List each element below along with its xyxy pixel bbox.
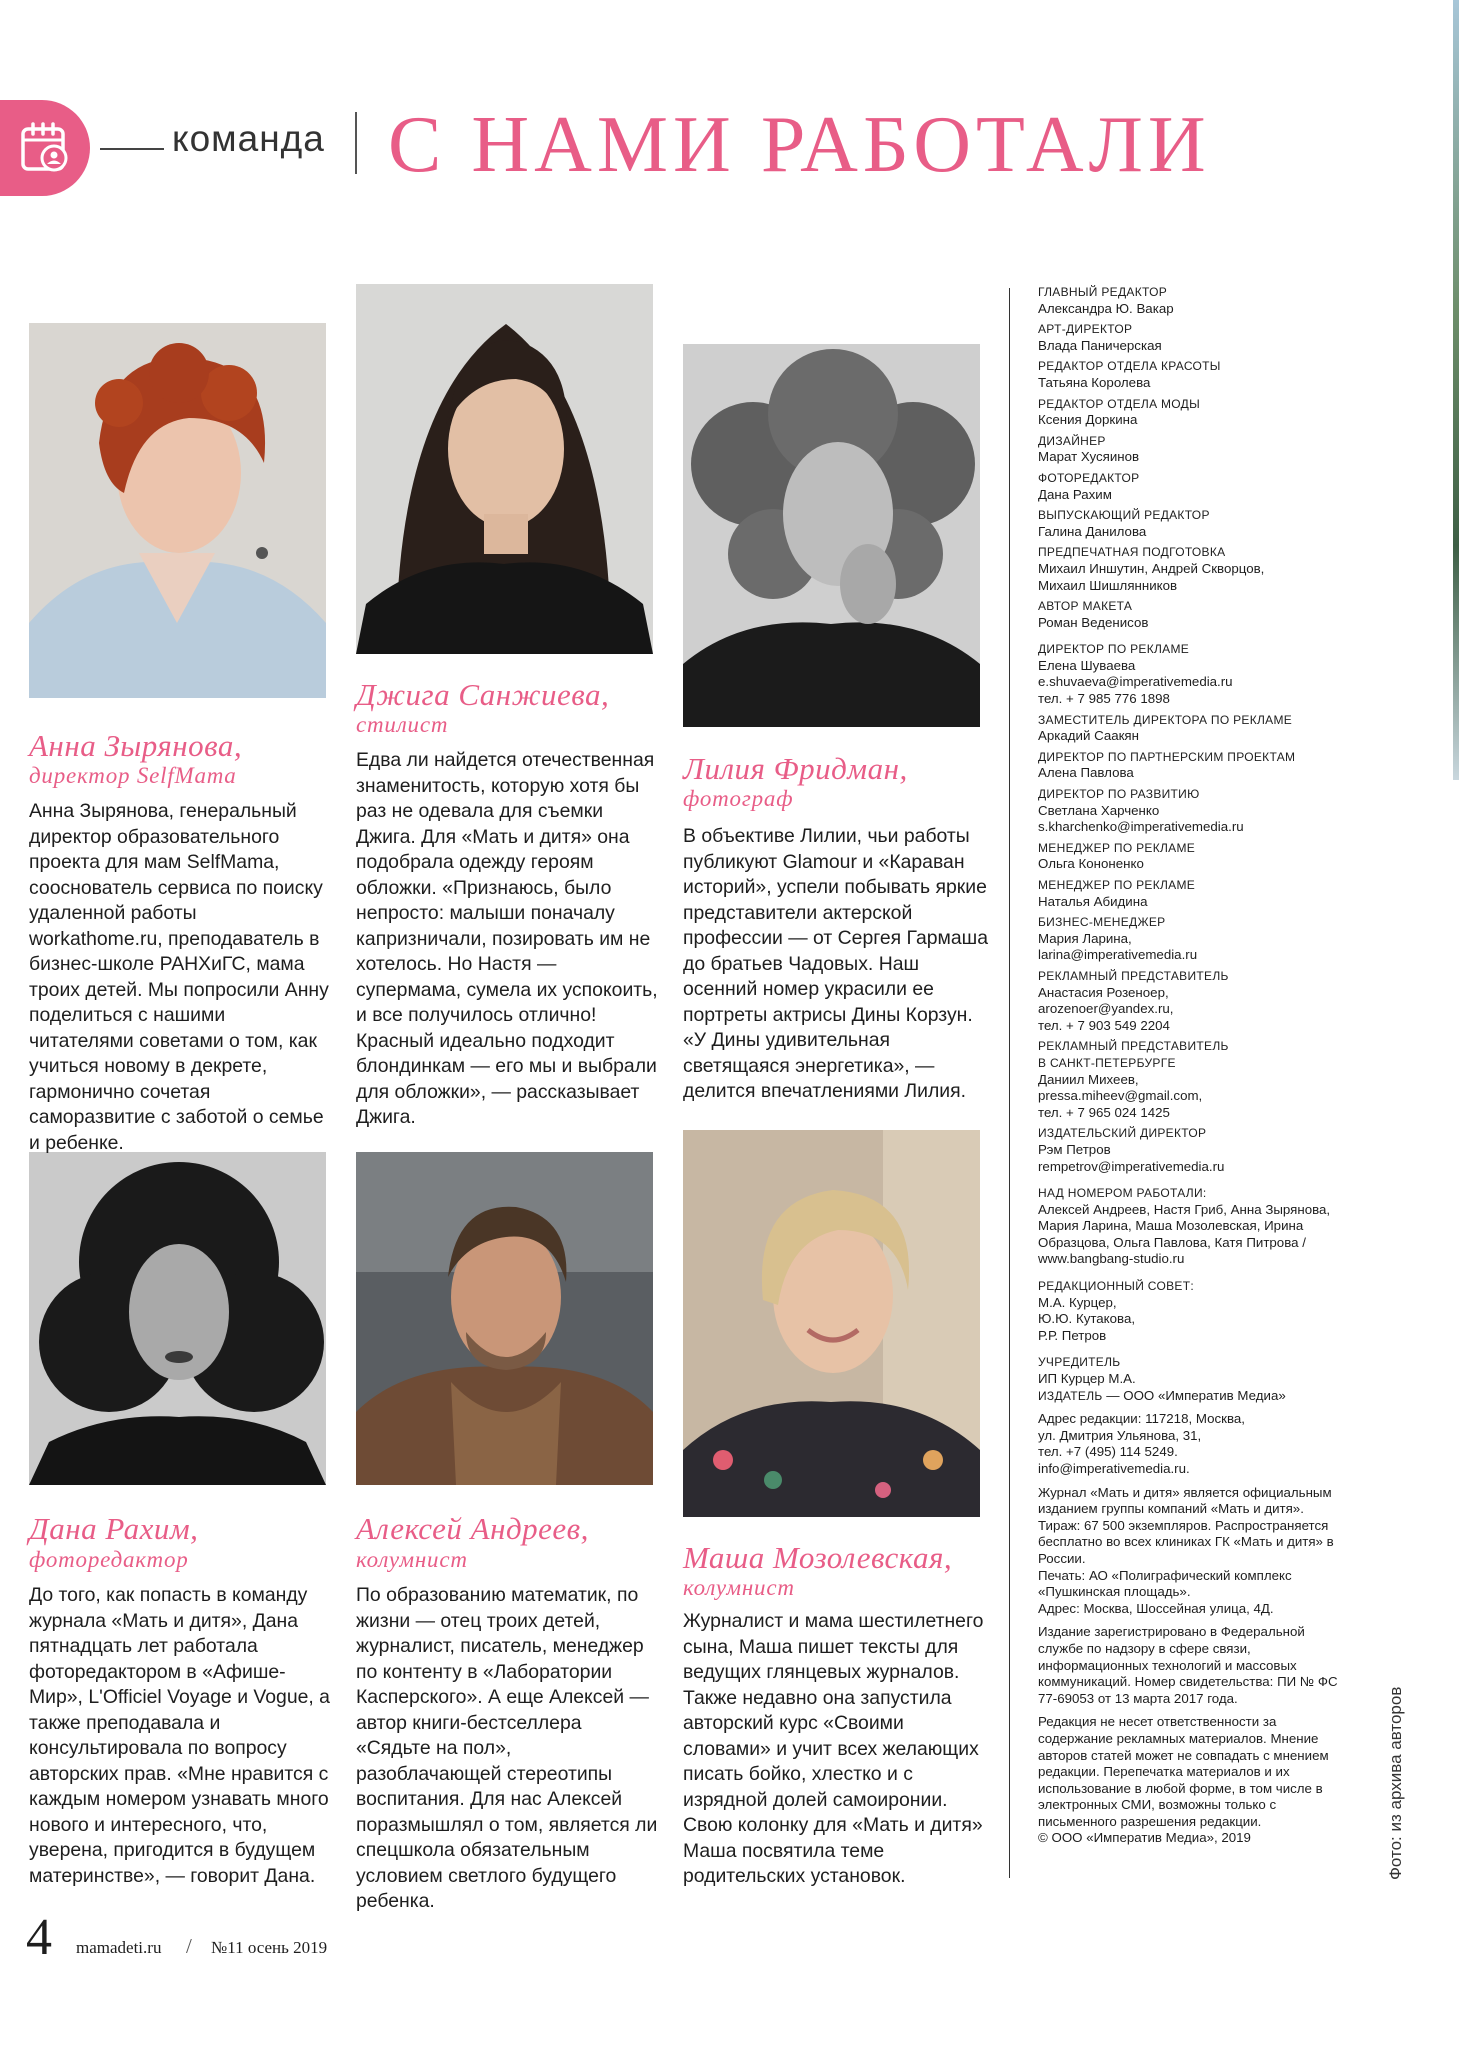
masthead-entry <box>1038 396 1340 429</box>
masthead-person: Ольга Кононенко <box>1038 856 1144 872</box>
person-name: Лилия Фридман, <box>683 751 908 786</box>
masthead-staff <box>1038 284 1340 631</box>
masthead-role: ИЗДАТЕЛЬСКИЙ ДИРЕКТОР <box>1038 1126 1207 1141</box>
masthead-entry <box>1038 598 1340 631</box>
photo-credit: Фото: из архива авторов <box>1386 1686 1405 1880</box>
masthead-person: Дана Рахим <box>1038 486 1112 502</box>
masthead-role: МЕНЕДЖЕР ПО РЕКЛАМЕ <box>1038 878 1196 892</box>
masthead-council-list: М.А. Курцер, Ю.Ю. Кутакова, Р.Р. Петров <box>1038 1294 1136 1343</box>
person-name: Анна Зырянова, <box>29 728 243 763</box>
masthead-entry <box>1038 284 1340 317</box>
masthead-entry <box>1038 433 1340 466</box>
masthead-role: РЕКЛАМНЫЙ ПРЕДСТАВИТЕЛЬ <box>1038 968 1229 983</box>
masthead-person: Светлана Харченко s.kharchenko@imperativemedia.ru <box>1038 802 1244 835</box>
page-number: 4 <box>26 1909 52 1966</box>
masthead-advertising <box>1038 641 1340 1175</box>
masthead-person: Наталья Абидина <box>1038 893 1148 909</box>
person-bio: Журналист и мама шестилетнего сына, Маша пишет тексты для ведущих глянцевых журналов. Также недавно она запустила авторский курс «Своими словами» и учит всех желающих писать бойко, хлестко и с изрядной долей самоиронии. Свою колонку для «Мать и дитя» Маша посвятила теме родительских установок. <box>683 1610 984 1887</box>
footer-separator: / <box>186 1934 192 1958</box>
footer-site: mamadeti.ru <box>76 1938 162 1957</box>
header-dash <box>100 148 164 150</box>
masthead-person: Анастасия Розеноер, arozenoer@yandex.ru, тел. + 7 903 549 2204 <box>1038 984 1174 1033</box>
person-role: стилист <box>356 712 449 737</box>
person-bio: В объективе Лилии, чьи работы публикуют Glamour и «Караван историй», успели побывать яркие представители актерской профессии — от Сергея Гармаша до братьев Чадовых. Наш осенний номер украсили ее портреты актрисы Дины Корзун. «У Дины удивительная светящаяся энергетика», — делится впечатлениями Лилия. <box>683 825 988 1102</box>
masthead-person: Татьяна Королева <box>1038 374 1151 390</box>
masthead-person: Роман Веденисов <box>1038 614 1149 630</box>
masthead-person: Ксения Доркина <box>1038 412 1138 428</box>
masthead-entry <box>1038 321 1340 354</box>
adjacent-page-edge <box>1453 0 1459 780</box>
masthead-entry <box>1038 877 1340 910</box>
person-name: Маша Мозолевская, <box>683 1540 953 1575</box>
masthead-entry <box>1038 712 1340 745</box>
masthead-role: ДИРЕКТОР ПО РАЗВИТИЮ <box>1038 787 1200 802</box>
person-name: Дана Рахим, <box>29 1511 199 1546</box>
masthead-entry <box>1038 641 1340 707</box>
person-bio: Едва ли найдется отечественная знаменитость, которую хотя бы раз не одевала для съемки Джига. Для «Мать и дитя» она подобрала одежду героям обложки. «Признаюсь, было непросто: малыши поначалу капризничали, позировать им не хотелось. Но Настя — супермама, сумела их успокоить, и все получилось отлично! Красный идеально подходит блондинкам — его мы и выбрали для обложки», — рассказывает Джига. <box>356 749 658 1128</box>
masthead-person: Аркадий Саакян <box>1038 728 1139 744</box>
masthead-role: ЗАМЕСТИТЕЛЬ ДИРЕКТОРА ПО РЕКЛАМЕ <box>1038 712 1293 727</box>
photo-anna-zyryanova <box>29 323 326 698</box>
masthead-council-label: РЕДАКЦИОННЫЙ СОВЕТ: <box>1038 1279 1194 1294</box>
masthead-entry <box>1038 786 1340 836</box>
masthead-entry <box>1038 470 1340 503</box>
person-role: директор SelfMama <box>29 763 237 788</box>
masthead-role: РЕКЛАМНЫЙ ПРЕДСТАВИТЕЛЬ В САНКТ-ПЕТЕРБУРГЕ <box>1038 1039 1229 1070</box>
section-label: команда <box>172 118 325 159</box>
masthead-entry <box>1038 914 1340 964</box>
masthead-person: Михаил Иншутин, Андрей Скворцов, Михаил Шишлянников <box>1038 560 1265 593</box>
masthead-council <box>1038 1278 1340 1344</box>
person-role: фотограф <box>683 786 794 811</box>
masthead-role: ФОТОРЕДАКТОР <box>1038 470 1140 485</box>
masthead-person: Мария Ларина, larina@imperativemedia.ru <box>1038 930 1198 963</box>
masthead-role: ПРЕДПЕЧАТНАЯ ПОДГОТОВКА <box>1038 545 1226 560</box>
masthead-role: АВТОР МАКЕТА <box>1038 599 1133 614</box>
masthead-person: Даниил Михеев, pressa.miheev@gmail.com, тел. + 7 965 024 1425 <box>1038 1071 1203 1120</box>
person-bio: До того, как попасть в команду журнала «Мать и дитя», Дана пятнадцать лет работала фоторедактором в «Афише-Мир», L'Officiel Voyage и Vogue, а также преподавала и консультировала по вопросу авторских прав. «Мне нравится с каждым номером узнавать много нового и интересного, что, уверена, пригодится в будущем материнстве», — говорит Дана. <box>29 1584 330 1887</box>
masthead-entry <box>1038 1125 1340 1175</box>
footer-issue: №11 осень 2019 <box>211 1938 328 1957</box>
photo-masha-mozolevskaya <box>683 1130 980 1517</box>
masthead-role: БИЗНЕС-МЕНЕДЖЕР <box>1038 915 1166 930</box>
masthead-entry <box>1038 749 1340 782</box>
person-name: Алексей Андреев, <box>356 1511 589 1546</box>
masthead-role: ДИРЕКТОР ПО РЕКЛАМЕ <box>1038 642 1190 657</box>
calendar-person-icon <box>20 122 68 174</box>
person-bio: По образованию математик, по жизни — отец троих детей, журналист, писатель, менеджер по контенту в «Лаборатории Касперского». А еще Алексей — автор книги-бестселлера «Сядьте на пол», разоблачающей стереотипы воспитания. Для нас Алексей поразмышлял о том, является ли спецшкола обязательным условием светлого будущего ребенка. <box>356 1584 658 1912</box>
section-icon-badge <box>0 100 90 196</box>
masthead-person: Марат Хусяинов <box>1038 449 1140 465</box>
masthead-registration: Издание зарегистрировано в Федеральной службе по надзору в сфере связи, информационных технологий и массовых коммуникаций. Номер свидетельства: ПИ № ФС 77-69053 от 13 марта 2017 года. <box>1038 1624 1338 1706</box>
masthead-person: Рэм Петров rempetrov@imperativemedia.ru <box>1038 1141 1225 1174</box>
masthead-person: Александра Ю. Вакар <box>1038 300 1174 316</box>
person-role: колумнист <box>683 1575 795 1600</box>
masthead-contributors <box>1038 1185 1340 1268</box>
masthead-worked-list: Алексей Андреев, Настя Гриб, Анна Зырянова, Мария Ларина, Маша Мозолевская, Ирина Образцова, Ольга Павлова, Катя Питрова / www.bangbang-studio.ru <box>1038 1201 1331 1267</box>
masthead-founder-label: УЧРЕДИТЕЛЬ <box>1038 1355 1121 1370</box>
photo-aleksey-andreev <box>356 1152 653 1485</box>
masthead <box>1038 284 1340 1847</box>
page-title: С НАМИ РАБОТАЛИ <box>388 101 1211 189</box>
masthead-person: Елена Шуваева e.shuvaeva@imperativemedia.ru тел. + 7 985 776 1898 <box>1038 657 1233 707</box>
masthead-role: РЕДАКТОР ОТДЕЛА КРАСОТЫ <box>1038 359 1221 374</box>
person-bio: Анна Зырянова, генеральный директор образовательного проекта для мам SelfMama, сооснователь сервиса по поиску удаленной работы workathome.ru, преподаватель в бизнес-школе РАНХиГС, мама троих детей. Мы попросили Анну поделиться с нашими читателями советами о том, как учиться новому в декрете, гармонично сочетая саморазвитие с заботой о семье и ребенке. <box>29 800 329 1154</box>
masthead-entry <box>1038 840 1340 873</box>
masthead-founder <box>1038 1354 1340 1404</box>
masthead-disclaimer: Редакция не несет ответственности за содержание рекламных материалов. Мнение авторов статей может не совпадать с мнением редакции. Перепечатка материалов и их использование в любой форме, в том числе в электронных СМИ, возможны только с письменного разрешения редакции. © ООО «Императив Медиа», 2019 <box>1038 1714 1329 1846</box>
header-separator <box>355 112 357 174</box>
masthead-role: ДИЗАЙНЕР <box>1038 433 1106 448</box>
photo-dzhiga-sanzhieva <box>356 284 653 654</box>
masthead-publisher-label: ИЗДАТЕЛЬ <box>1038 1388 1103 1403</box>
masthead-address: Адрес редакции: 117218, Москва, ул. Дмитрия Ульянова, 31, тел. +7 (495) 114 5249. info@imperativemedia.ru. <box>1038 1411 1245 1476</box>
masthead-person: Влада Паничерская <box>1038 337 1162 353</box>
person-role: фоторедактор <box>29 1547 189 1572</box>
masthead-role: АРТ-ДИРЕКТОР <box>1038 322 1133 337</box>
masthead-founder-value: ИП Курцер М.А. <box>1038 1371 1136 1387</box>
masthead-worked-label: НАД НОМЕРОМ РАБОТАЛИ: <box>1038 1186 1207 1201</box>
photo-liliya-fridman <box>683 344 980 727</box>
masthead-entry <box>1038 358 1340 391</box>
masthead-entry <box>1038 1038 1340 1121</box>
masthead-entry <box>1038 544 1340 594</box>
masthead-role: ВЫПУСКАЮЩИЙ РЕДАКТОР <box>1038 508 1210 523</box>
masthead-about: Журнал «Мать и дитя» является официальным изданием группы компаний «Мать и дитя». Тираж: 67 500 экземпляров. Распространяется бесплатно во всех клиниках ГК «Мать и дитя» в России. Печать: АО «Полиграфический комплекс «Пушкинская площадь». Адрес: Москва, Шоссейная улица, 4Д. <box>1038 1484 1334 1616</box>
masthead-role: МЕНЕДЖЕР ПО РЕКЛАМЕ <box>1038 840 1196 855</box>
masthead-role: РЕДАКТОР ОТДЕЛА МОДЫ <box>1038 396 1201 411</box>
masthead-divider <box>1009 288 1010 1878</box>
person-role: колумнист <box>356 1547 468 1572</box>
photo-dana-rakhim <box>29 1152 326 1485</box>
masthead-person: Алена Павлова <box>1038 765 1134 781</box>
masthead-role: ГЛАВНЫЙ РЕДАКТОР <box>1038 285 1168 299</box>
masthead-publisher-value: — ООО «Императив Медиа» <box>1102 1387 1286 1403</box>
masthead-entry <box>1038 968 1340 1034</box>
masthead-entry <box>1038 507 1340 540</box>
masthead-role: ДИРЕКТОР ПО ПАРТНЕРСКИМ ПРОЕКТАМ <box>1038 749 1296 764</box>
masthead-person: Галина Данилова <box>1038 523 1147 539</box>
person-name: Джига Санжиева, <box>356 677 610 712</box>
